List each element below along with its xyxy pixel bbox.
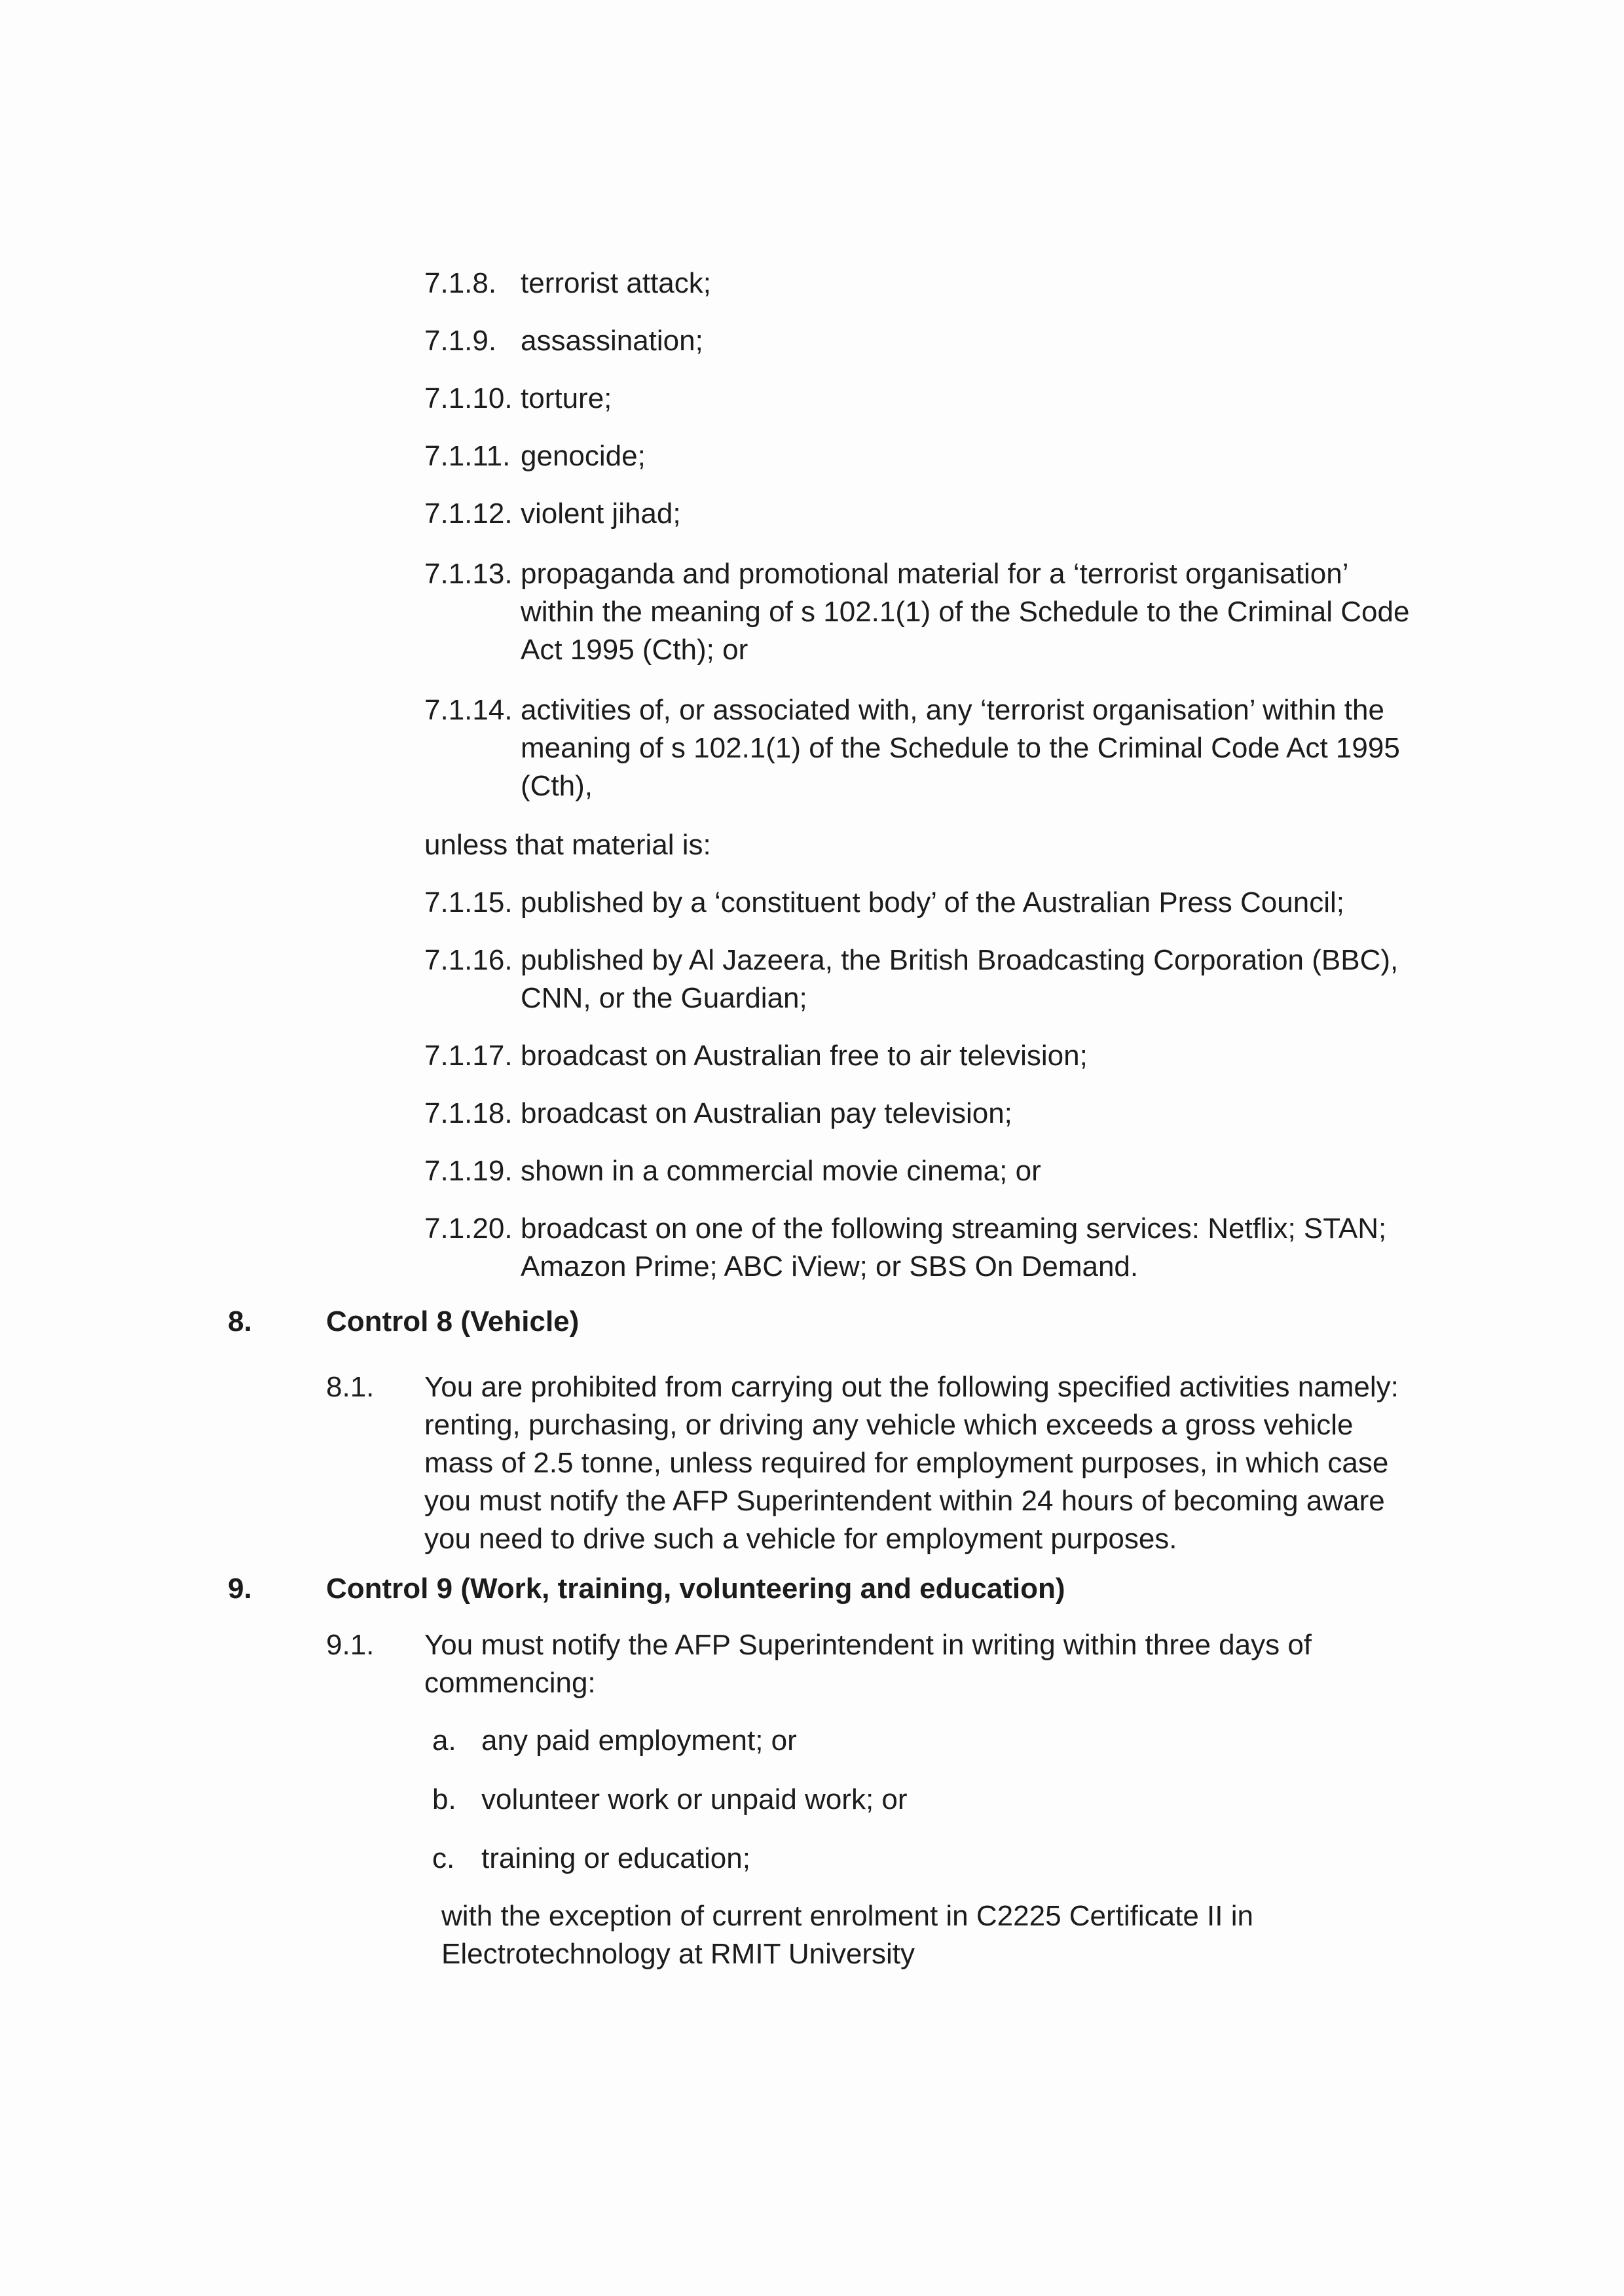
clause-text-line-2: commencing: [424,1667,596,1699]
clause-text: genocide; [521,440,646,472]
clause-text-line-2: renting, purchasing, or driving any vehicle which exceeds a gross vehicle [424,1409,1354,1441]
clause-text-line-3: Act 1995 (Cth); or [521,634,748,666]
clause-number: 7.1.15. [424,886,513,919]
list-letter: c. [432,1842,455,1874]
section-number: 9. [228,1573,252,1605]
clause-text-line-1: You must notify the AFP Superintendent in writing within three days of [424,1629,1312,1661]
section-title: Control 8 (Vehicle) [326,1305,580,1338]
list-letter: a. [432,1724,456,1757]
clause-text-line-3: (Cth), [521,770,593,802]
clause-text-line-1: broadcast on one of the following streaming services: Netflix; STAN; [521,1212,1387,1245]
clause-text: violent jihad; [521,498,681,530]
clause-number: 7.1.13. [424,558,513,590]
clause-number: 7.1.12. [424,498,513,530]
clause-text: terrorist attack; [521,267,711,299]
clause-text-line-1: published by Al Jazeera, the British Broadcasting Corporation (BBC), [521,944,1399,976]
clause-number: 7.1.16. [424,944,513,976]
clause-number: 7.1.18. [424,1097,513,1129]
unless-text: unless that material is: [424,829,711,861]
clause-number: 7.1.17. [424,1040,513,1072]
clause-text-line-2: CNN, or the Guardian; [521,982,807,1014]
clause-number: 7.1.10. [424,382,513,414]
clause-number: 9.1. [326,1629,375,1661]
clause-number: 7.1.8. [424,267,497,299]
exception-text-line-1: with the exception of current enrolment in C2225 Certificate II in [441,1900,1253,1932]
clause-number: 7.1.11. [424,440,511,472]
clause-text: shown in a commercial movie cinema; or [521,1155,1041,1187]
clause-text: published by a ‘constituent body’ of the Australian Press Council; [521,886,1344,919]
clause-text-line-3: mass of 2.5 tonne, unless required for employment purposes, in which case [424,1447,1389,1479]
clause-number: 7.1.20. [424,1212,513,1245]
clause-text-line-2: Amazon Prime; ABC iView; or SBS On Demand. [521,1250,1139,1283]
clause-text-line-1: propaganda and promotional material for a ‘terrorist organisation’ [521,558,1349,590]
clause-text-line-1: You are prohibited from carrying out the following specified activities namely: [424,1371,1399,1403]
clause-text: assassination; [521,325,703,357]
clause-number: 8.1. [326,1371,375,1403]
clause-text-line-1: activities of, or associated with, any ‘terrorist organisation’ within the [521,694,1384,726]
list-text: any paid employment; or [481,1724,797,1757]
section-title: Control 9 (Work, training, volunteering and education) [326,1573,1065,1605]
list-letter: b. [432,1783,456,1815]
clause-text: broadcast on Australian pay television; [521,1097,1012,1129]
list-text: volunteer work or unpaid work; or [481,1783,908,1815]
clause-text: broadcast on Australian free to air television; [521,1040,1088,1072]
clause-text-line-4: you must notify the AFP Superintendent within 24 hours of becoming aware [424,1485,1385,1517]
section-number: 8. [228,1305,252,1338]
clause-number: 7.1.9. [424,325,497,357]
clause-text-line-2: meaning of s 102.1(1) of the Schedule to the Criminal Code Act 1995 [521,732,1400,764]
clause-number: 7.1.19. [424,1155,513,1187]
clause-text-line-2: within the meaning of s 102.1(1) of the Schedule to the Criminal Code [521,596,1410,628]
exception-text-line-2: Electrotechnology at RMIT University [441,1938,915,1970]
clause-number: 7.1.14. [424,694,513,726]
clause-text: torture; [521,382,612,414]
clause-text-line-5: you need to drive such a vehicle for employment purposes. [424,1523,1177,1555]
list-text: training or education; [481,1842,750,1874]
